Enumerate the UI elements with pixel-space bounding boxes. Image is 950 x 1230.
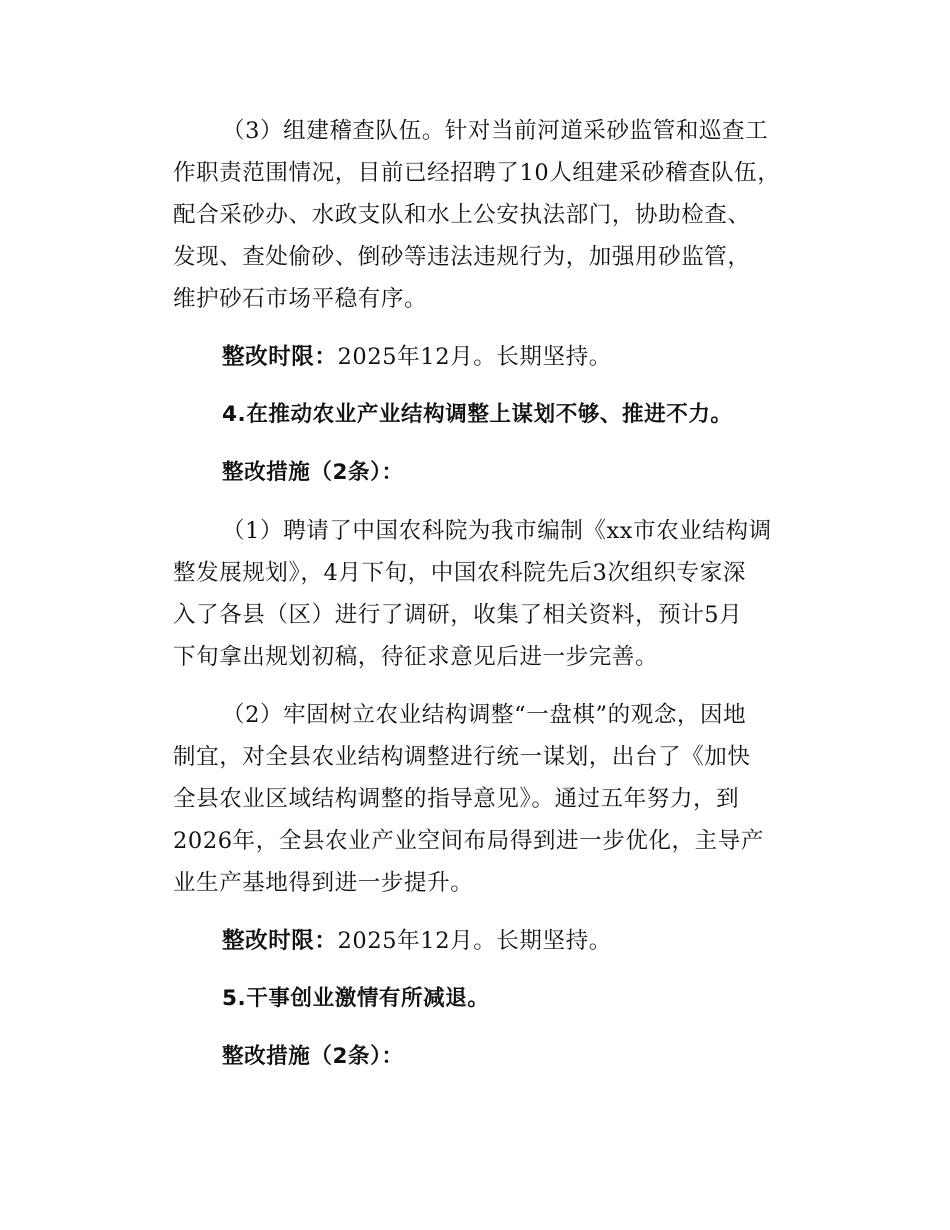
paragraph-line: 维护砂石市场平稳有序。 — [173, 286, 428, 312]
deadline-text: 2025年12月。长期坚持。 — [337, 928, 612, 954]
deadline-label: 整改时限： — [222, 928, 338, 954]
deadline-line — [222, 341, 612, 373]
measures-heading: 整改措施（2条）： — [222, 1044, 404, 1069]
paragraph-line: 下旬拿出规划初稿，待征求意见后进一步完善。 — [173, 644, 659, 670]
paragraph-line: （1）聘请了中国农科院为我市编制《xx市农业结构调 — [222, 518, 772, 544]
deadline-label: 整改时限： — [222, 344, 338, 370]
paragraph-line: 发现、查处偷砂、倒砂等违法违规行为，加强用砂监管， — [173, 244, 751, 270]
paragraph-line: 配合采砂办、水政支队和水上公安执法部门，协助检查、 — [173, 202, 751, 228]
deadline-text: 2025年12月。长期坚持。 — [337, 344, 612, 370]
paragraph-line: 制宜，对全县农业结构调整进行统一谋划，出台了《加快 — [173, 744, 751, 770]
deadline-line — [222, 925, 612, 957]
measures-heading: 整改措施（2条）： — [222, 460, 404, 485]
item-heading: 5.干事创业激情有所减退。 — [222, 986, 490, 1011]
paragraph-line: 入了各县（区）进行了调研，收集了相关资料，预计5月 — [173, 602, 743, 628]
item-heading: 4.在推动农业产业结构调整上谋划不够、推进不力。 — [222, 402, 733, 427]
paragraph-line: 业生产基地得到进一步提升。 — [173, 870, 474, 896]
paragraph-line: 全县农业区域结构调整的指导意见》。通过五年努力，到 — [173, 786, 740, 812]
paragraph-line: （3）组建稽查队伍。针对当前河道采砂监管和巡查工 — [222, 118, 769, 144]
paragraph-line: 作职责范围情况，目前已经招聘了10人组建采砂稽查队伍， — [173, 160, 781, 186]
paragraph-line: 2026年，全县农业产业空间布局得到进一步优化，主导产 — [173, 828, 764, 854]
paragraph-line: （2）牢固树立农业结构调整“一盘棋”的观念，因地 — [222, 702, 747, 728]
paragraph-line: 整发展规划》，4月下旬，中国农科院先后3次组织专家深 — [173, 560, 746, 586]
